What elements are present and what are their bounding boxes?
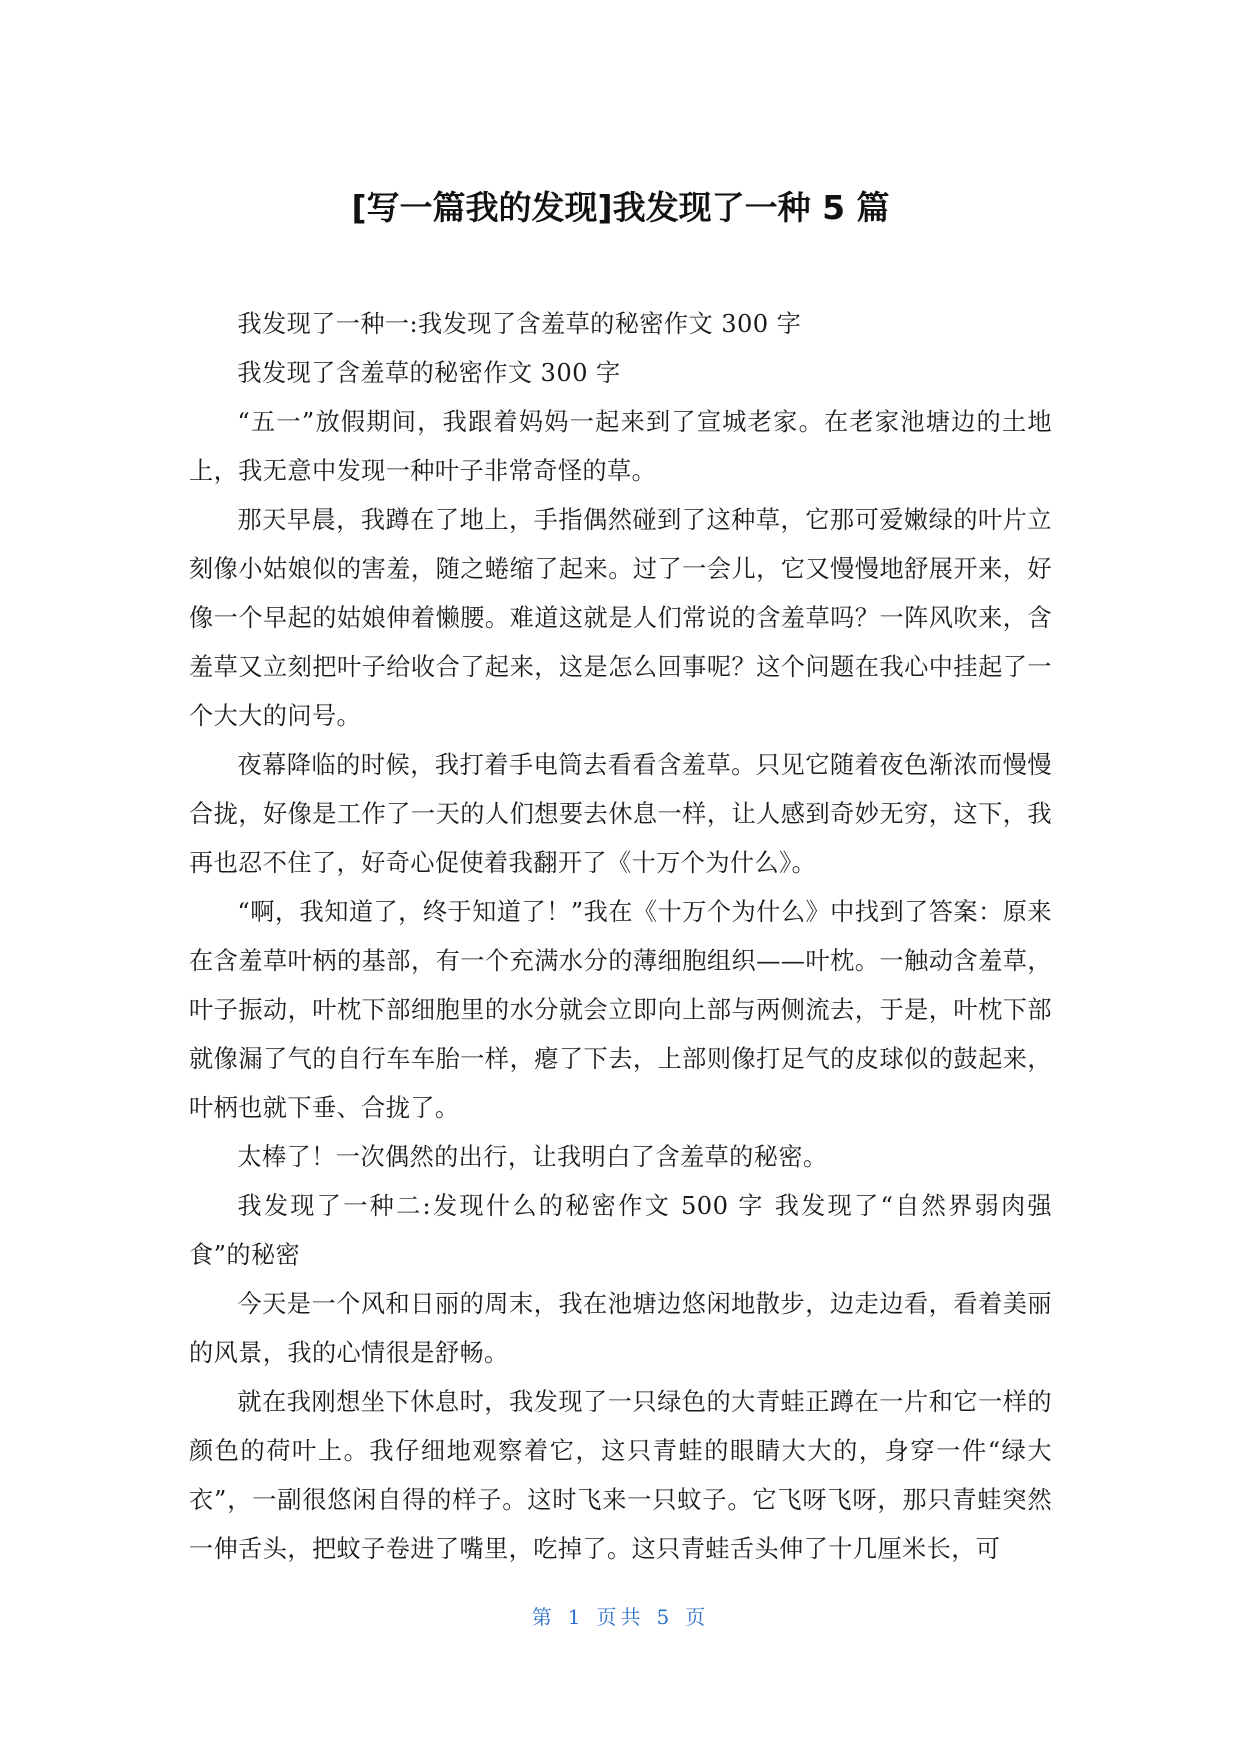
paragraph: 就在我刚想坐下休息时，我发现了一只绿色的大青蛙正蹲在一片和它一样的颜色的荷叶上。我仔细地观察着它，这只青蛙的眼睛大大的，身穿一件“绿大衣”，一副很悠闲自得的样子。这时飞来一只蚊子。它飞呀飞呀，那只青蛙突然一伸舌头，把蚊子卷进了嘴里，吃掉了。这只青蛙舌头伸了十几厘米长，可: [189, 1388, 1052, 1563]
page-label: 第: [531, 1605, 556, 1629]
paragraph: 我发现了一种二:发现什么的秘密作文 500 字 我发现了“自然界弱肉强食”的秘密: [189, 1192, 1052, 1269]
paragraph: “五一”放假期间，我跟着妈妈一起来到了宣城老家。在老家池塘边的土地上，我无意中发现一种叶子非常奇怪的草。: [189, 408, 1052, 485]
paragraph: 太棒了！一次偶然的出行，让我明白了含羞草的秘密。: [237, 1143, 828, 1171]
paragraph: 那天早晨，我蹲在了地上，手指偶然碰到了这种草，它那可爱嫩绿的叶片立刻像小姑娘似的害羞，随之蜷缩了起来。过了一会儿，它又慢慢地舒展开来，好像一个早起的姑娘伸着懒腰。难道这就是人们常说的含羞草吗？一阵风吹来，含羞草又立刻把叶子给收合了起来，这是怎么回事呢？这个问题在我心中挂起了一个大大的问号。: [189, 506, 1052, 730]
paragraph: 今天是一个风和日丽的周末，我在池塘边悠闲地散步，边走边看，看着美丽的风景，我的心情很是舒畅。: [189, 1290, 1052, 1367]
document-title: [写一篇我的发现]我发现了一种 5 篇: [351, 188, 890, 227]
paragraph: 我发现了一种一:我发现了含羞草的秘密作文 300 字: [237, 310, 802, 338]
current-page-number: 1: [567, 1605, 585, 1629]
total-pages-number: 5: [656, 1605, 674, 1629]
paragraph: 我发现了含羞草的秘密作文 300 字: [237, 359, 621, 387]
document-body: [189, 300, 1052, 1574]
page-suffix: 页: [685, 1605, 710, 1629]
page-word: 页共: [596, 1605, 645, 1629]
paragraph: “啊，我知道了，终于知道了！”我在《十万个为什么》中找到了答案：原来在含羞草叶柄的基部，有一个充满水分的薄细胞组织——叶枕。一触动含羞草，叶子振动，叶枕下部细胞里的水分就会立即向上部与两侧流去，于是，叶枕下部就像漏了气的自行车车胎一样，瘪了下去，上部则像打足气的皮球似的鼓起来，叶柄也就下垂、合拢了。: [189, 898, 1052, 1122]
page-footer: [0, 1603, 1241, 1631]
paragraph: 夜幕降临的时候，我打着手电筒去看看含羞草。只见它随着夜色渐浓而慢慢合拢，好像是工作了一天的人们想要去休息一样，让人感到奇妙无穷，这下，我再也忍不住了，好奇心促使着我翻开了《十万个为什么》。: [189, 751, 1052, 877]
